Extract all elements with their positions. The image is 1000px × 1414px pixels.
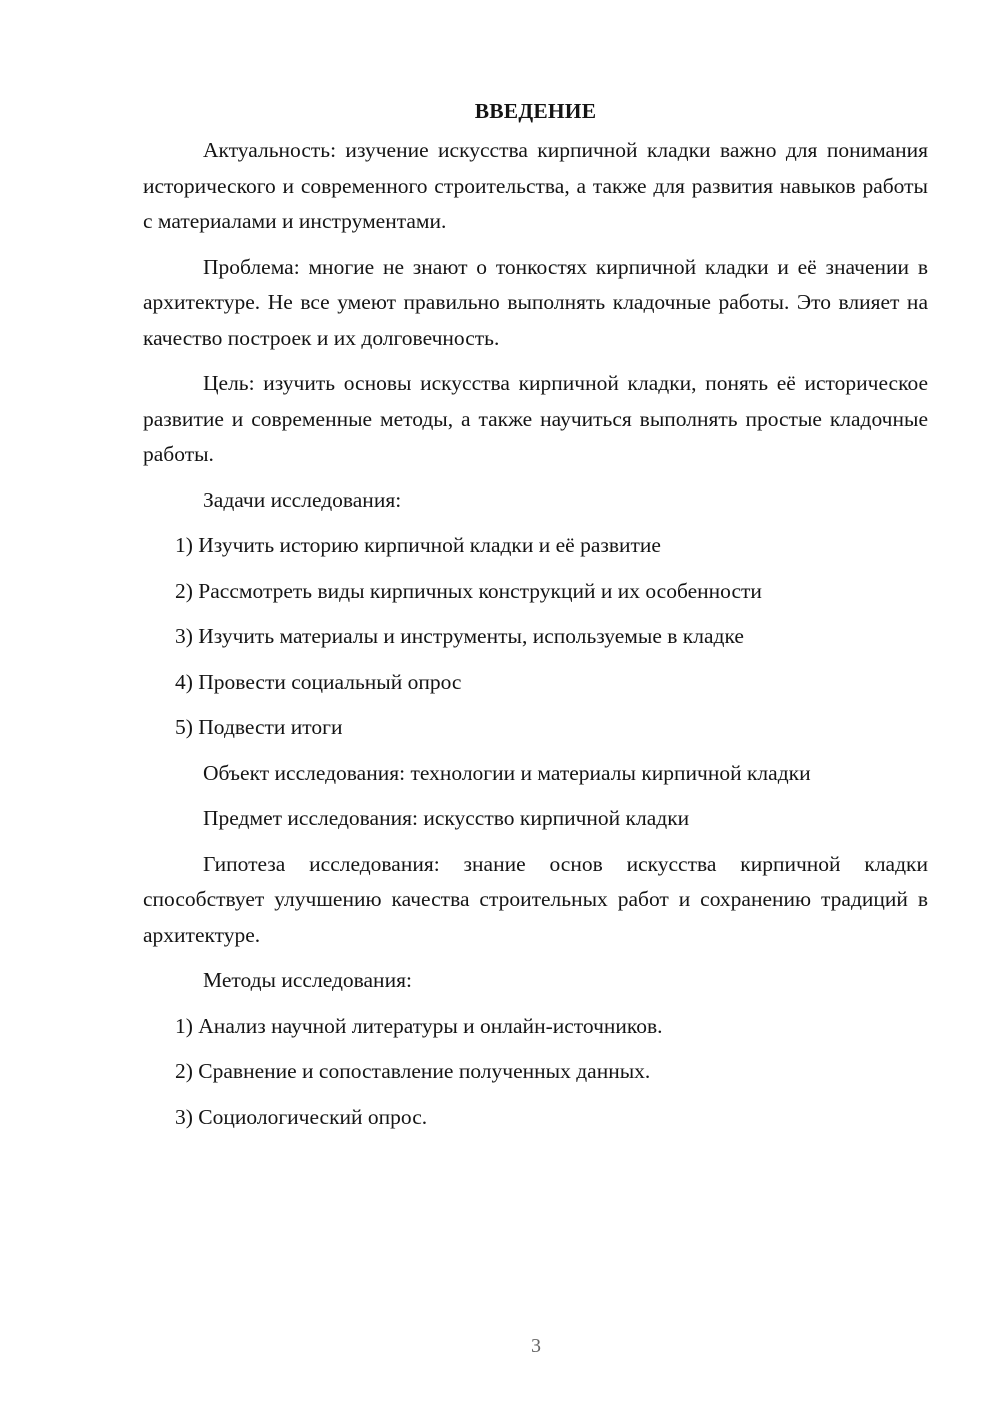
method-item-2: 2) Сравнение и сопоставление полученных данных.	[175, 1059, 651, 1083]
tasks-heading: Задачи исследования:	[203, 487, 402, 512]
task-item-3: 3) Изучить материалы и инструменты, используемые в кладке	[175, 624, 744, 648]
method-item-1: 1) Анализ научной литературы и онлайн-источников.	[175, 1013, 663, 1038]
methods-heading: Методы исследования:	[203, 968, 412, 992]
task-item-4: 4) Провести социальный опрос	[175, 669, 462, 694]
research-subject: Предмет исследования: искусство кирпичной кладки	[203, 806, 690, 830]
section-title: ВВЕДЕНИЕ	[474, 99, 597, 123]
page-content	[143, 96, 928, 1145]
goal-paragraph: Цель: изучить основы искусства кирпичной кладки, понять её историческое развитие и современные методы, а также научиться выполнять простые кладочные работы.	[143, 371, 928, 466]
relevance-paragraph: Актуальность: изучение искусства кирпичной кладки важно для понимания исторического и современного строительства, а также для развития навыков работы с материалами и инструментами.	[143, 138, 928, 233]
task-item-2: 2) Рассмотреть виды кирпичных конструкций и их особенности	[175, 578, 762, 603]
method-item-3: 3) Социологический опрос.	[175, 1104, 428, 1129]
research-object: Объект исследования: технологии и материалы кирпичной кладки	[203, 760, 811, 785]
task-item-5: 5) Подвести итоги	[175, 715, 343, 739]
problem-paragraph: Проблема: многие не знают о тонкостях кирпичной кладки и её значении в архитектуре. Не все умеют правильно выполнять кладочные работы. Это влияет на качество построек и их долговечность.	[143, 254, 928, 350]
hypothesis-paragraph: Гипотеза исследования: знание основ искусства кирпичной кладки способствует улучшению качества строительных работ и сохранению традиций в архитектуре.	[143, 851, 928, 947]
page-number: 3	[531, 1335, 541, 1357]
task-item-1: 1) Изучить историю кирпичной кладки и её развитие	[175, 533, 661, 557]
